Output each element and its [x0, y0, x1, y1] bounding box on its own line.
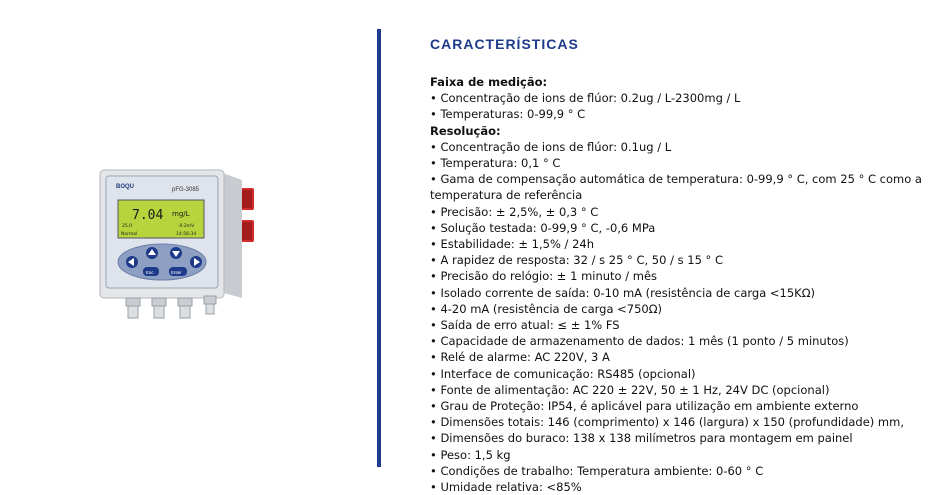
lcd-status: Normal — [121, 232, 138, 237]
fluoride-meter-illustration — [92, 150, 272, 330]
section-title: CARACTERÍSTICAS — [430, 36, 579, 52]
spec-item: • Fonte de alimentação: AC 220 ± 22V, 50 ± 1 Hz, 24V DC (opcional) — [430, 382, 830, 397]
spec-item: • Solução testada: 0-99,9 ° C, -0,6 MPa — [430, 220, 656, 235]
lcd-reading-unit: mg/L — [172, 210, 190, 218]
model-label: pFG-3085 — [172, 187, 200, 193]
spec-item: • Precisão: ± 2,5%, ± 0,3 ° C — [430, 204, 599, 219]
lcd-clock: 14:56:34 — [176, 232, 197, 237]
spec-item: • Grau de Proteção: IP54, é aplicável para utilização em ambiente externo — [430, 399, 859, 414]
spec-item: • Relé de alarme: AC 220V, 3 A — [430, 350, 610, 365]
spec-item: • Saída de erro atual: ≤ ± 1% FS — [430, 318, 620, 333]
spec-item: • Isolado corrente de saída: 0-10 mA (resistência de carga <15KΩ) — [430, 285, 815, 300]
spec-item: • Estabilidade: ± 1,5% / 24h — [430, 237, 595, 252]
spec-item: • A rapidez de resposta: 32 / s 25 ° C, 50 / s 15 ° C — [430, 253, 723, 268]
spec-item: • Condições de trabalho: Temperatura ambiente: 0-60 ° C — [430, 463, 764, 478]
lcd-millivolt: -0.2mV — [178, 224, 195, 229]
lcd-reading-value: 7.04 — [132, 208, 164, 223]
spec-item: • Precisão do relógio: ± 1 minuto / mês — [430, 269, 658, 284]
spec-item: • Temperaturas: 0-99,9 ° C — [430, 107, 586, 122]
esc-button-label: Esc — [146, 270, 154, 275]
spec-item: • Dimensões totais: 146 (comprimento) x 146 (largura) x 150 (profundidade) mm, — [430, 415, 904, 430]
spec-item: • Temperatura: 0,1 ° C — [430, 156, 561, 171]
enter-button-label: Enter — [171, 270, 182, 275]
spec-item: • Interface de comunicação: RS485 (opcional) — [430, 366, 696, 381]
spec-item: • Capacidade de armazenamento de dados: 1 mês (1 ponto / 5 minutos) — [430, 334, 849, 349]
spec-item: • 4-20 mA (resistência de carga <750Ω) — [430, 301, 663, 316]
spec-item: • Gama de compensação automática de temperatura: 0-99,9 ° C, com 25 ° C como a temperatura de referência — [430, 172, 922, 203]
spec-item: • Concentração de ions de flúor: 0.1ug / L — [430, 139, 672, 154]
spec-heading: Faixa de medição: — [430, 75, 548, 89]
spec-item: • Peso: 1,5 kg — [430, 447, 511, 462]
spec-item: • Concentração de ions de flúor: 0.2ug / L-2300mg / L — [430, 91, 741, 106]
section-divider-bar — [377, 29, 381, 467]
lcd-temperature: 25.0 — [122, 224, 133, 229]
brand-label: BOQU — [116, 184, 134, 190]
spec-item: • Dimensões do buraco: 138 x 138 milímetros para montagem em painel — [430, 431, 853, 446]
cable-glands — [126, 296, 216, 318]
spec-list — [430, 74, 930, 495]
product-image — [92, 150, 272, 330]
spec-heading: Resolução: — [430, 123, 501, 138]
spec-item: • Umidade relativa: <85% — [430, 480, 582, 495]
